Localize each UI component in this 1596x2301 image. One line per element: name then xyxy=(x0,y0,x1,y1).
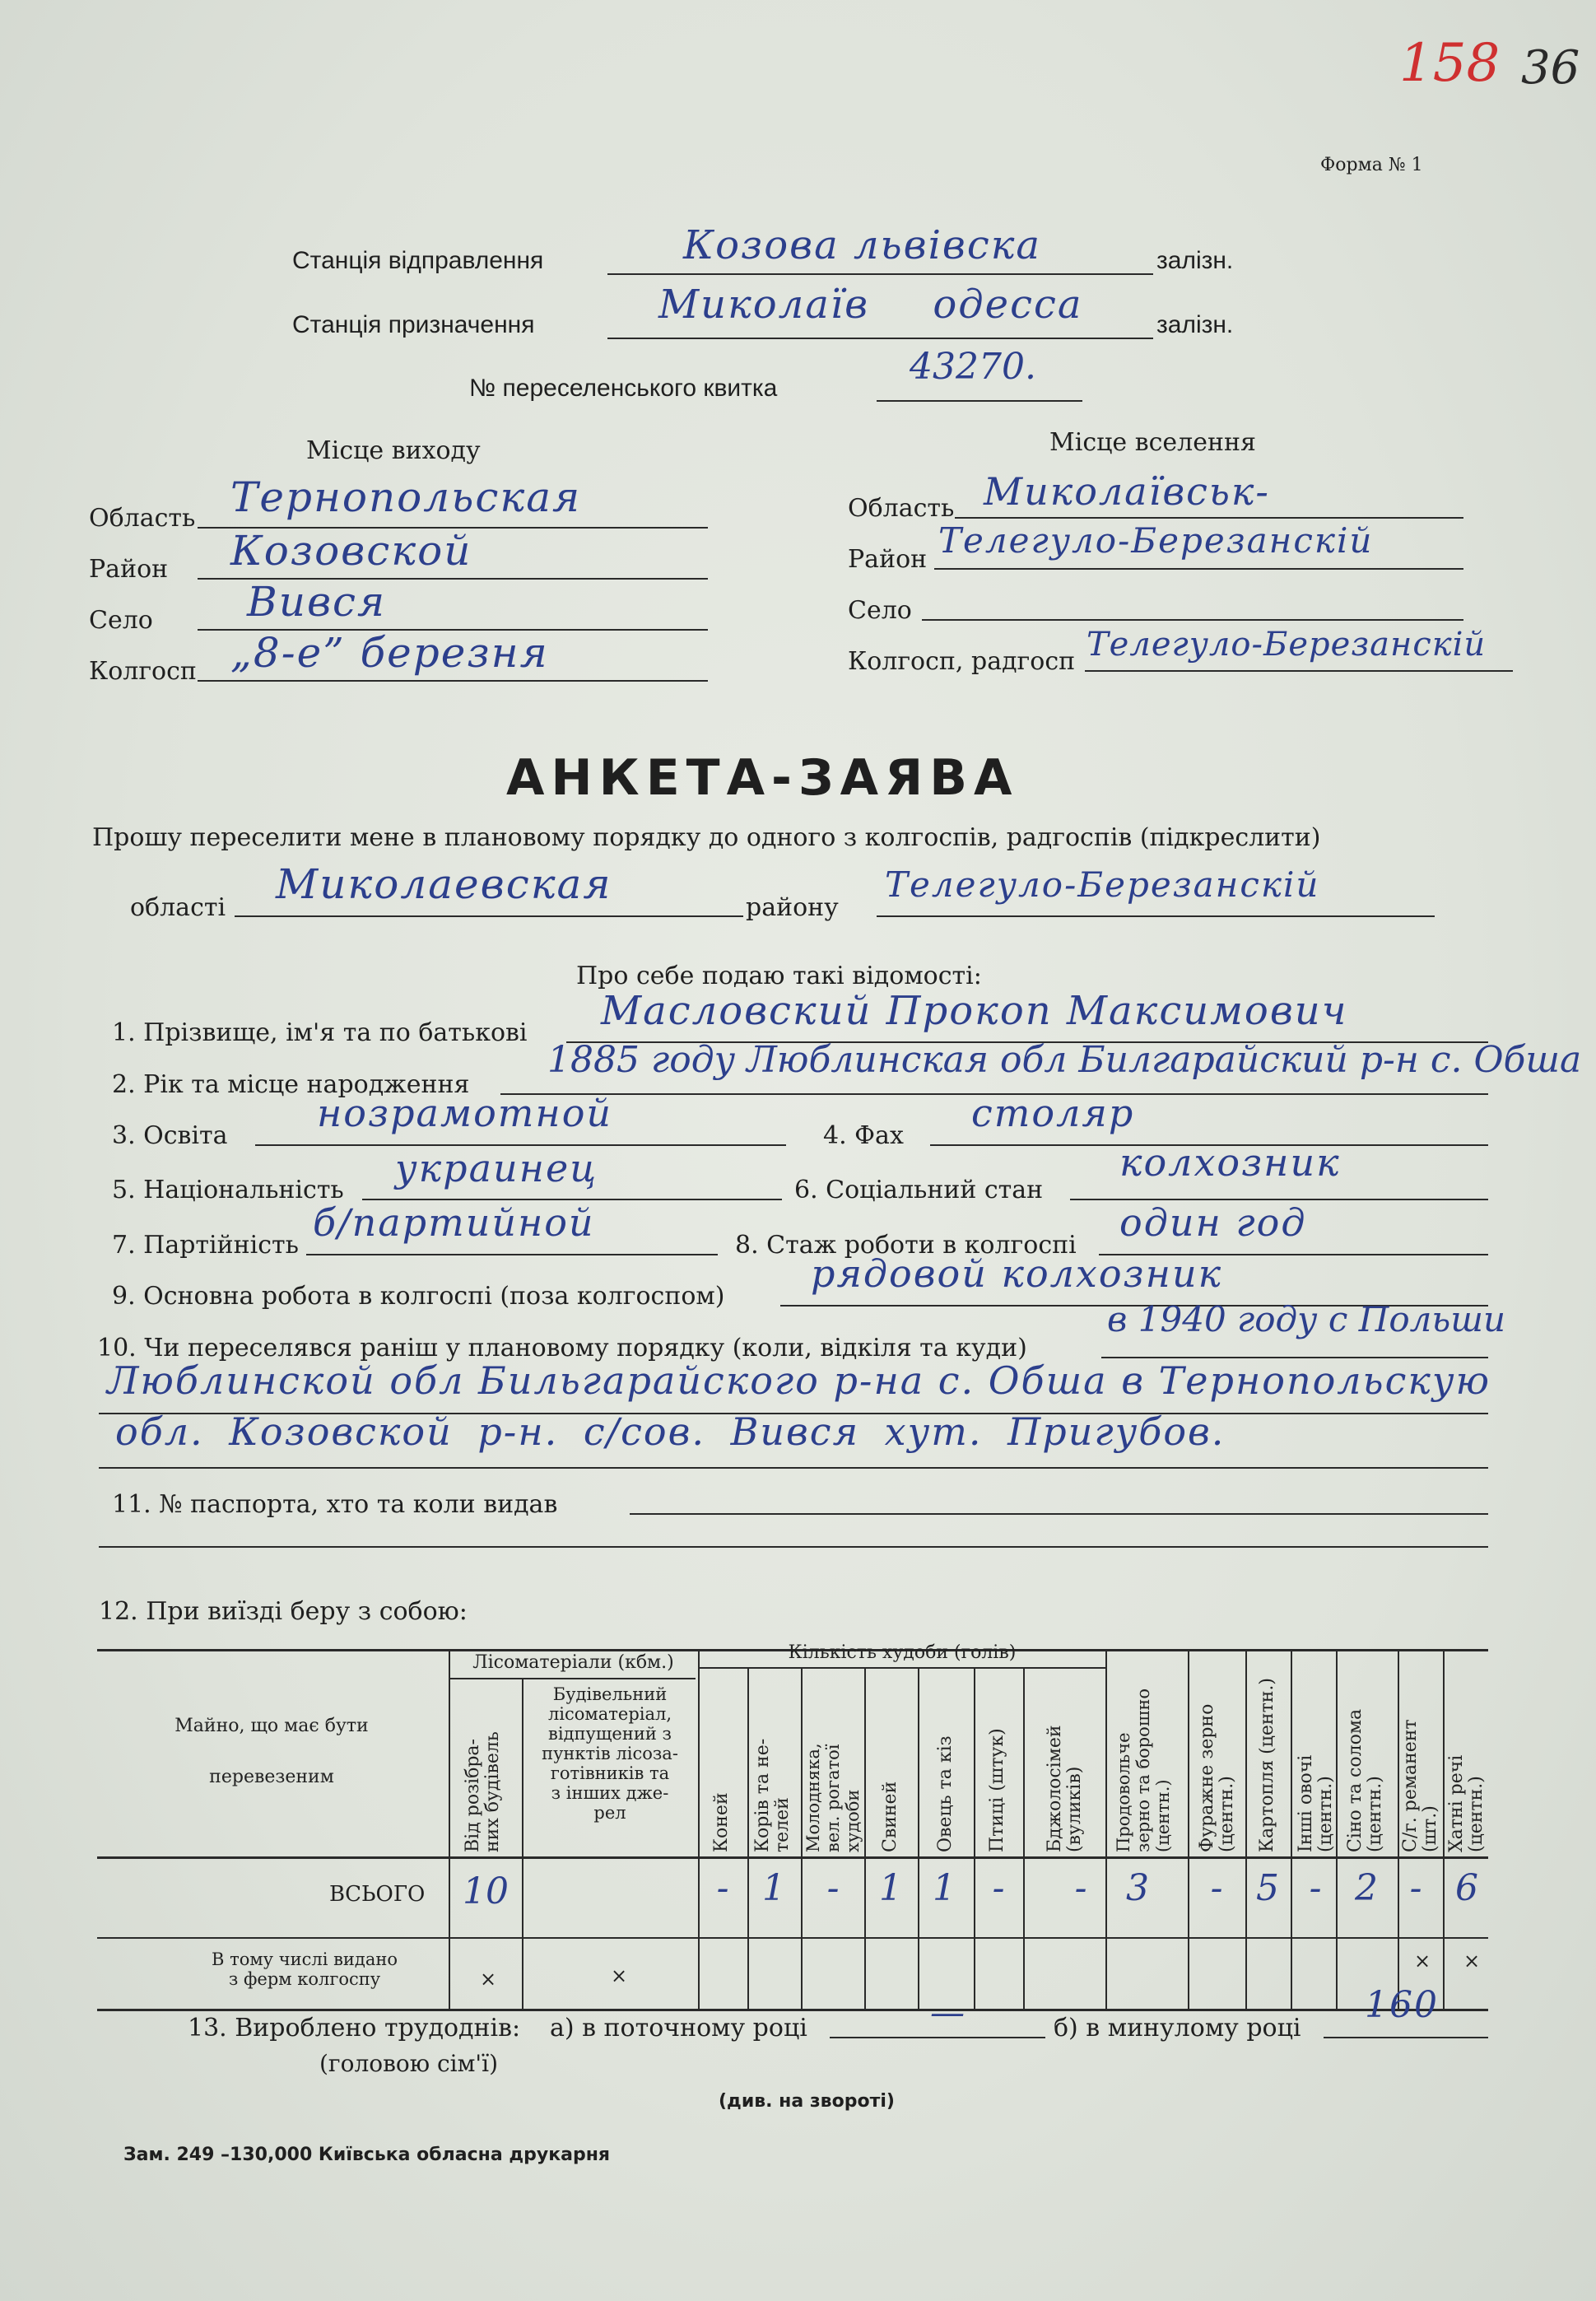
col-text: з інших дже- xyxy=(551,1783,669,1803)
col-other-vegetables xyxy=(1296,1655,1336,1852)
field-7-line xyxy=(306,1254,718,1255)
workdays-current-value: — xyxy=(930,1992,966,2033)
destination-raion-value: Телегуло-Березанскій xyxy=(938,520,1374,561)
destination-oblast-label: Область xyxy=(848,494,955,523)
workdays-sub: (головою сім'ї) xyxy=(319,2050,498,2077)
col-text: (вуликів) xyxy=(1064,1766,1085,1852)
total-value: 2 xyxy=(1355,1867,1378,1909)
col-text: них будівель xyxy=(482,1731,503,1852)
origin-oblast-value: Тернопольская xyxy=(230,473,582,521)
col-text: Фуражне зерно xyxy=(1197,1703,1217,1852)
archive-number: 36 xyxy=(1521,41,1580,95)
destination-station-line xyxy=(607,338,1153,339)
field-10-value-3: обл. Козовской р-н. с/сов. Вився хут. Пригубов. xyxy=(115,1409,1226,1454)
col-text: Молодняка, xyxy=(803,1743,823,1852)
request-oblast-value: Миколаевская xyxy=(276,860,612,908)
cattle-group-rule xyxy=(698,1667,1105,1669)
origin-selo-label: Село xyxy=(89,606,153,635)
col-text: телей xyxy=(772,1797,793,1852)
origin-kolhosp-line xyxy=(198,680,708,682)
table-vline xyxy=(449,1649,450,2009)
col-text: Від розібра- xyxy=(463,1739,483,1852)
col-horses xyxy=(712,1679,732,1852)
request-oblast-label: області xyxy=(130,893,226,922)
field-1-label: 1. Прізвище, ім'я та по батькові xyxy=(112,1018,528,1047)
field-10-label: 10. Чи переселявся раніш у плановому порядку (коли, відкіля та куди) xyxy=(97,1334,1027,1362)
total-value: - xyxy=(1074,1867,1087,1909)
col-text: рел xyxy=(593,1803,626,1823)
col-text: (шт.) xyxy=(1420,1805,1440,1852)
destination-selo-label: Село xyxy=(848,596,912,625)
field-3-value: нозрамотной xyxy=(317,1091,613,1135)
header-bottom-border xyxy=(97,1856,1488,1859)
col-text: худоби xyxy=(843,1789,863,1852)
intro-text: Про себе подаю такі відомості: xyxy=(576,962,982,990)
ticket-label: № переселенського квитка xyxy=(469,375,778,402)
table-vline xyxy=(974,1667,975,2009)
total-value: 1 xyxy=(879,1867,902,1909)
destination-kolhosp-value: Телегуло-Березанскій xyxy=(1086,626,1487,664)
col-text: Будівельний xyxy=(552,1684,668,1704)
field-8-value: один год xyxy=(1119,1200,1307,1245)
origin-selo-value: Вився xyxy=(247,578,387,626)
destination-raion-line xyxy=(934,568,1463,570)
field-12-label: 12. При виїзді беру з собою: xyxy=(99,1597,468,1626)
col-text: (центн.) xyxy=(1217,1776,1237,1852)
table-vline xyxy=(747,1667,749,2009)
cross-mark: × xyxy=(1463,1949,1481,1973)
field-8-label: 8. Стаж роботи в колгоспі xyxy=(735,1231,1077,1260)
table-bottom-border xyxy=(97,2009,1488,2011)
table-vline xyxy=(698,1649,700,2009)
request-raion-label: району xyxy=(746,893,839,922)
request-raion-value: Телегуло-Березанскій xyxy=(885,864,1320,905)
workdays-current-label: а) в поточному році xyxy=(550,2014,807,2042)
origin-heading: Місце виходу xyxy=(306,436,481,465)
farm-row-label xyxy=(181,1949,428,1989)
col-text: Інші овочі xyxy=(1296,1754,1316,1852)
field-7-label: 7. Партійність xyxy=(112,1231,299,1260)
total-value: - xyxy=(992,1867,1005,1909)
col-young-cattle xyxy=(803,1679,863,1852)
table-vline xyxy=(801,1667,803,2009)
origin-kolhosp-label: Колгосп xyxy=(89,657,197,686)
request-line: Прошу переселити мене в плановому порядку до одного з колгоспів, радгоспів (підкреслити) xyxy=(92,823,1321,852)
destination-oblast-value: Миколаївськ- xyxy=(984,469,1270,514)
field-4-value: столяр xyxy=(971,1091,1135,1135)
destination-station-value: Миколаїв одесса xyxy=(658,282,1083,328)
field-5-value: украинец xyxy=(395,1146,598,1190)
field-6-label: 6. Соціальний стан xyxy=(794,1176,1044,1204)
field-11-line-1 xyxy=(630,1513,1488,1515)
col-text: вел. рогатої xyxy=(823,1744,843,1852)
col-text: (центн.) xyxy=(1466,1776,1487,1852)
timber-group-header: Лісоматеріали (кбм.) xyxy=(472,1652,674,1673)
col-beehives xyxy=(1045,1679,1085,1852)
col-text: Продовольче xyxy=(1114,1732,1133,1852)
col-property-line-1: Майно, що має бути xyxy=(174,1716,369,1736)
col-text: зерно та борошно xyxy=(1133,1688,1153,1852)
col-text: (центн.) xyxy=(1153,1779,1173,1852)
workdays-label: 13. Вироблено трудоднів: xyxy=(188,2014,521,2042)
col-sheep-goats xyxy=(936,1679,956,1852)
total-value: - xyxy=(826,1867,840,1909)
table-vline xyxy=(918,1667,919,2009)
col-text: лісоматеріал, xyxy=(547,1704,672,1724)
timber-group-rule xyxy=(449,1678,696,1679)
field-9-label: 9. Основна робота в колгоспі (поза колгоспом) xyxy=(112,1282,725,1311)
destination-kolhosp-label: Колгосп, радгосп xyxy=(848,647,1076,676)
total-value: - xyxy=(1409,1867,1422,1909)
total-value: 6 xyxy=(1455,1867,1478,1909)
table-vline xyxy=(1188,1649,1189,2009)
col-household-items xyxy=(1447,1655,1487,1852)
total-value: 5 xyxy=(1256,1867,1279,1909)
form-number: Форма № 1 xyxy=(1320,155,1423,175)
col-farm-equipment xyxy=(1401,1655,1440,1852)
table-vline xyxy=(1023,1667,1025,2009)
field-7-value: б/партийной xyxy=(313,1200,595,1245)
field-1-value: Масловский Прокоп Максимович xyxy=(601,988,1348,1034)
col-text: Птиці (штук) xyxy=(987,1728,1007,1852)
railway-label-1: залізн. xyxy=(1156,247,1234,274)
ticket-value: 43270. xyxy=(910,346,1036,388)
field-10-line-3 xyxy=(99,1467,1488,1469)
origin-kolhosp-value: „8-е” березня xyxy=(230,629,549,677)
workdays-previous-line xyxy=(1324,2037,1488,2038)
workdays-current-line xyxy=(830,2037,1045,2038)
total-value: 10 xyxy=(463,1870,509,1912)
field-4-label: 4. Фах xyxy=(823,1121,904,1150)
field-9-value: рядовой колхозник xyxy=(811,1251,1223,1296)
request-oblast-line xyxy=(235,915,743,917)
farm-row-label-line: з ферм колгоспу xyxy=(228,1969,381,1989)
field-3-label: 3. Освіта xyxy=(112,1121,228,1150)
origin-raion-value: Козовской xyxy=(230,527,472,575)
col-feed-grain xyxy=(1198,1655,1237,1852)
total-value: - xyxy=(1210,1867,1223,1909)
table-vline xyxy=(1105,1649,1107,2009)
total-value: - xyxy=(1309,1867,1322,1909)
field-5-label: 5. Національність xyxy=(112,1176,344,1204)
field-11-line-2 xyxy=(99,1546,1488,1548)
destination-station-label: Станція призначення xyxy=(292,311,535,338)
origin-oblast-label: Область xyxy=(89,504,196,533)
destination-oblast-line xyxy=(955,517,1463,519)
col-text: Хатні речі xyxy=(1446,1754,1467,1852)
destination-kolhosp-line xyxy=(1085,670,1513,672)
printer-imprint: Зам. 249 –130,000 Київська обласна друкарня xyxy=(123,2145,611,2165)
total-value: 3 xyxy=(1126,1867,1149,1909)
field-6-value: колхозник xyxy=(1119,1140,1341,1185)
departure-station-line xyxy=(607,273,1153,275)
col-text: Корів та не- xyxy=(752,1738,773,1852)
railway-label-2: залізн. xyxy=(1156,311,1234,338)
document-title: АНКЕТА-ЗАЯВА xyxy=(506,749,1019,807)
destination-heading: Місце вселення xyxy=(1049,428,1256,457)
table-vline xyxy=(1336,1649,1338,2009)
field-10-value-2: Люблинской обл Бильгарайского р-на с. Обша в Тернопольскую xyxy=(107,1358,1491,1403)
farm-row-label-line: В тому числі видано xyxy=(211,1949,398,1969)
col-food-grain xyxy=(1114,1655,1173,1852)
col-poultry xyxy=(988,1679,1007,1852)
table-vline xyxy=(1291,1649,1292,2009)
departure-station-value: Козова львівска xyxy=(683,222,1042,268)
field-11-label: 11. № паспорта, хто та коли видав xyxy=(112,1490,558,1519)
cross-mark: × xyxy=(611,1964,628,1987)
total-value: 1 xyxy=(762,1867,785,1909)
total-row-label: ВСЬОГО xyxy=(329,1882,426,1907)
col-building-timber xyxy=(523,1684,696,1823)
col-property-line-2: перевезеним xyxy=(209,1767,334,1787)
field-2-value: 1885 году Люблинская обл Билгарайский р-н с. Обша xyxy=(547,1039,1582,1081)
workdays-previous-label: б) в минулому році xyxy=(1054,2014,1301,2042)
red-archive-mark: 158 xyxy=(1399,33,1501,94)
col-text: (центн.) xyxy=(1315,1776,1336,1852)
col-text: пунктів лісоза- xyxy=(542,1744,678,1763)
col-text: (центн.) xyxy=(1365,1776,1385,1852)
table-vline xyxy=(864,1667,866,2009)
table-vline xyxy=(1398,1649,1399,2009)
destination-raion-label: Район xyxy=(848,545,928,574)
col-text: Сіно та солома xyxy=(1345,1708,1366,1852)
origin-raion-label: Район xyxy=(89,555,169,584)
table-vline xyxy=(1443,1649,1445,2009)
table-vline xyxy=(1245,1649,1247,2009)
col-dismantled-buildings xyxy=(463,1688,503,1852)
departure-station-label: Станція відправлення xyxy=(292,247,544,274)
col-text: Картопля (центн.) xyxy=(1257,1678,1277,1852)
col-text: Коней xyxy=(711,1792,732,1852)
col-text: готівників та xyxy=(550,1763,670,1783)
col-text: Свиней xyxy=(880,1781,900,1852)
workdays-previous-value: 160 xyxy=(1365,1984,1439,2026)
cross-mark: × xyxy=(480,1968,497,1991)
col-text: С/г. реманент xyxy=(1400,1719,1421,1852)
total-value: 1 xyxy=(933,1867,956,1909)
request-raion-line xyxy=(877,915,1435,917)
col-hay-straw xyxy=(1346,1655,1385,1852)
field-10-value-1: в 1940 году с Польши xyxy=(1107,1299,1506,1339)
cattle-group-header: Кількість худоби (голів) xyxy=(788,1642,1017,1663)
field-2-label: 2. Рік та місце народження xyxy=(112,1070,470,1099)
total-value: - xyxy=(716,1867,729,1909)
col-text: Овець та кіз xyxy=(935,1735,956,1852)
total-row-border xyxy=(97,1937,1488,1939)
ticket-line xyxy=(877,400,1082,402)
cross-mark: × xyxy=(1414,1949,1431,1973)
col-text: відпущений з xyxy=(548,1724,672,1744)
col-pigs xyxy=(881,1679,900,1852)
col-cows xyxy=(753,1679,793,1852)
destination-selo-line xyxy=(922,619,1463,621)
col-text: Бджолосімей xyxy=(1045,1725,1065,1852)
col-potatoes xyxy=(1258,1655,1277,1852)
see-reverse-note: (див. на звороті) xyxy=(719,2091,895,2112)
